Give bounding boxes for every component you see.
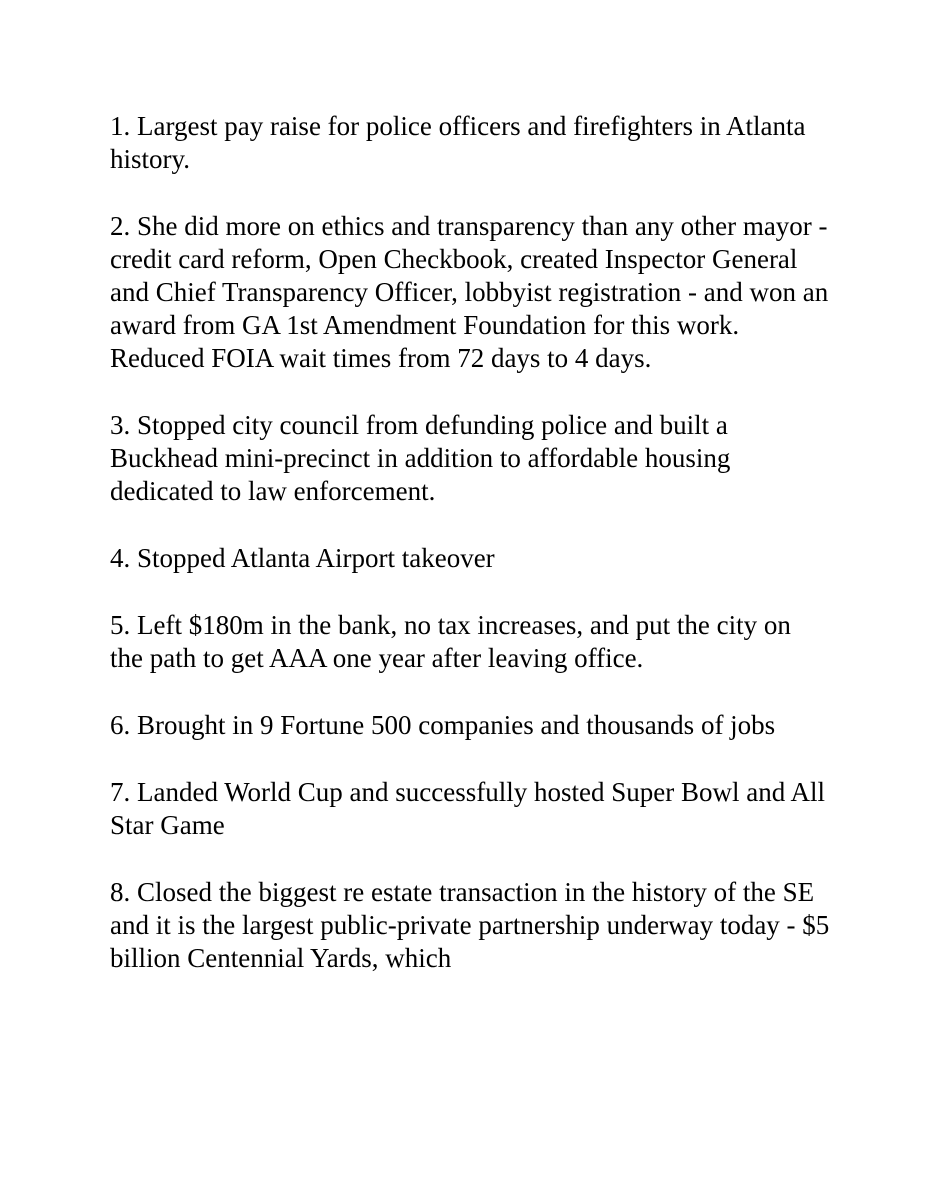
- document-body: [110, 110, 830, 1009]
- list-item: 4. Stopped Atlanta Airport takeover: [110, 543, 495, 573]
- list-item: 6. Brought in 9 Fortune 500 companies and thousands of jobs: [110, 710, 776, 740]
- list-item: 5. Left $180m in the bank, no tax increases, and put the city on the path to get AAA one year after leaving office.: [110, 610, 791, 673]
- list-item: 2. She did more on ethics and transparency than any other mayor - credit card reform, Open Checkbook, created Inspector General and Chief Transparency Officer, lobbyist registration - and won an award from GA 1st Amendment Foundation for this work. Reduced FOIA wait times from 72 days to 4 days.: [110, 211, 829, 373]
- list-item: 1. Largest pay raise for police officers and firefighters in Atlanta history.: [110, 111, 806, 174]
- list-item: 7. Landed World Cup and successfully hosted Super Bowl and All Star Game: [110, 777, 825, 840]
- list-item: 3. Stopped city council from defunding police and built a Buckhead mini-precinct in addition to affordable housing dedicated to law enforcement.: [110, 410, 731, 506]
- list-item: 8. Closed the biggest re estate transaction in the history of the SE and it is the largest public-private partnership underway today - $5 billion Centennial Yards, which: [110, 877, 830, 973]
